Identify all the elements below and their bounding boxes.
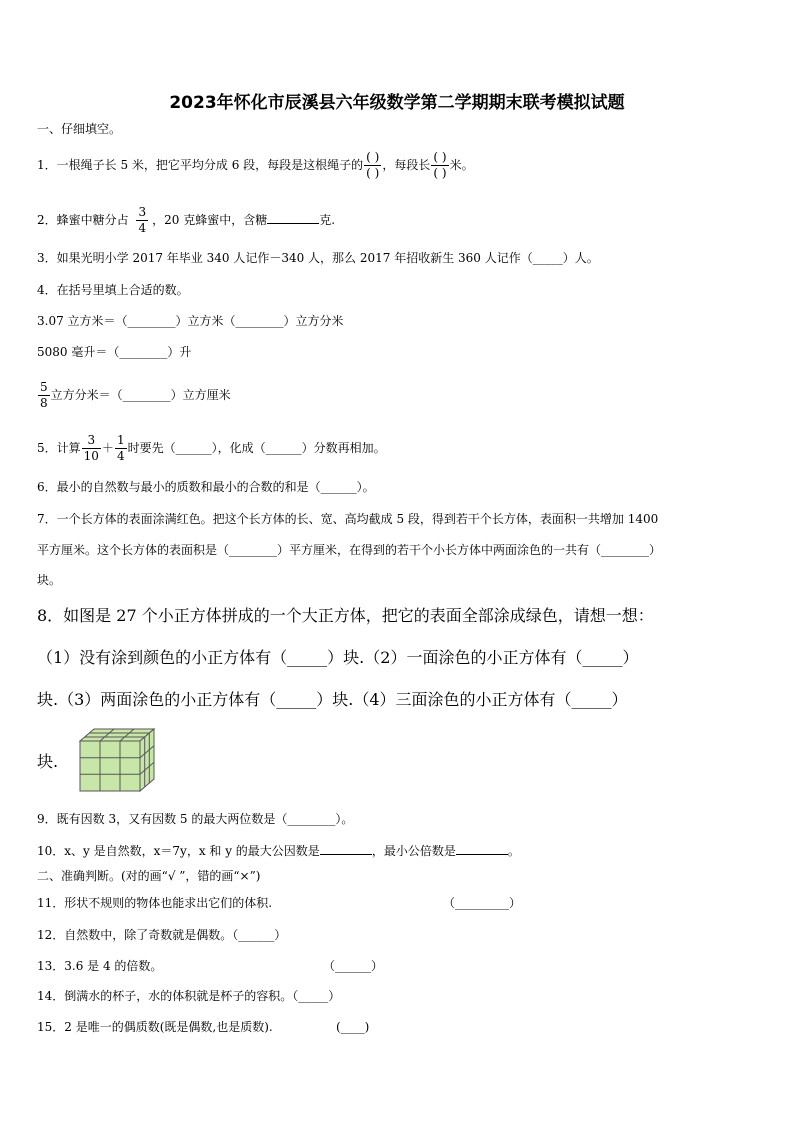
- q5-fraction-1: [82, 433, 101, 464]
- q2-frac-den: 4: [138, 221, 147, 235]
- q4c-fraction: [38, 380, 50, 411]
- q10-text-c: 。: [507, 844, 520, 858]
- q11-answer-paren[interactable]: （_________）: [443, 896, 522, 910]
- q1-frac1-den[interactable]: ( ): [366, 166, 380, 180]
- q1-frac2-den[interactable]: ( ): [433, 166, 447, 180]
- q5-text-a: 5．计算: [37, 441, 81, 455]
- question-4-part-c: [37, 380, 231, 411]
- q2-answer-blank[interactable]: [267, 212, 319, 224]
- q4c-text: 立方分米＝（________）立方厘米: [50, 388, 231, 402]
- q5-frac1-den: 10: [83, 449, 99, 463]
- q10-gcd-blank[interactable]: [320, 843, 372, 855]
- q5-plus: ＋: [101, 441, 114, 455]
- q4c-frac-den: 8: [40, 396, 48, 410]
- q15-answer-paren[interactable]: (____): [336, 1020, 370, 1034]
- q4c-frac-num: 5: [40, 380, 48, 394]
- q13-answer-paren[interactable]: （______）: [323, 959, 384, 973]
- q5-text-b: 时要先（______），化成（______）分数再相加。: [127, 441, 386, 455]
- q1-frac2-num[interactable]: ( ): [433, 150, 447, 164]
- question-1: [37, 150, 474, 181]
- question-10: [37, 843, 520, 859]
- question-8-line-1: 8．如图是 27 个小正方体拼成的一个大正方体，把它的表面全部涂成绿色，请想一想：: [37, 606, 654, 625]
- q10-text-a: 10．x、y 是自然数，x＝7y，x 和 y 的最大公因数是: [37, 844, 320, 858]
- cube-front-face: [80, 741, 140, 791]
- question-13: 13．3.6 是 4 的倍数。: [37, 959, 163, 973]
- question-15: 15．2 是唯一的偶质数(既是偶数,也是质数).: [37, 1020, 273, 1034]
- q10-text-b: ，最小公倍数是: [371, 844, 456, 858]
- q5-frac2-num: 1: [116, 433, 125, 447]
- question-14: 14．倒满水的杯子，水的体积就是杯子的容积。（_____）: [37, 989, 341, 1003]
- q1-fraction-2: [431, 150, 448, 181]
- question-8-line-3: 块.（3）两面涂色的小正方体有（_____）块.（4）三面涂色的小正方体有（_____）: [37, 690, 628, 709]
- q1-text-a: 1．一根绳子长 5 米，把它平均分成 6 段，每段是这根绳子的: [37, 158, 364, 172]
- section-2-heading: 二、准确判断。(对的画“√ ”，错的画“×”): [37, 869, 261, 883]
- question-8-line-4: 块.: [37, 752, 59, 771]
- q5-fraction-2: [115, 433, 127, 464]
- q2-fraction: [136, 205, 148, 236]
- q2-frac-num: 3: [138, 205, 147, 219]
- question-5: [37, 433, 386, 464]
- section-1-heading: 一、仔细填空。: [37, 122, 122, 136]
- q1-text-b: ，每段长: [382, 158, 431, 172]
- q1-frac1-num[interactable]: ( ): [366, 150, 380, 164]
- q2-text-b: ，20 克蜂蜜中，含糖: [152, 213, 268, 227]
- question-6: 6．最小的自然数与最小的质数和最小的合数的和是（______）。: [37, 480, 375, 494]
- q5-frac2-den: 4: [116, 449, 125, 463]
- question-12: 12．自然数中，除了奇数就是偶数。（______）: [37, 928, 287, 942]
- question-8-line-2: （1）没有涂到颜色的小正方体有（_____）块.（2）一面涂色的小正方体有（_____）: [37, 648, 639, 667]
- question-4-part-a: 3.07 立方米＝（________）立方米（________）立方分米: [37, 314, 344, 328]
- question-11: 11．形状不规则的物体也能求出它们的体积.: [37, 896, 273, 910]
- question-7-line-3: 块。: [37, 573, 62, 587]
- question-4-part-b: 5080 毫升＝（________）升: [37, 345, 192, 359]
- question-3: 3．如果光明小学 2017 年毕业 340 人记作－340 人，那么 2017 年招收新生 360 人记作（_____）人。: [37, 251, 599, 265]
- page-title: 2023年怀化市辰溪县六年级数学第二学期期末联考模拟试题: [169, 93, 625, 113]
- q2-text-a: 2．蜂蜜中糖分占: [37, 213, 129, 227]
- cube-figure: [78, 727, 158, 793]
- question-4: 4．在括号里填上合适的数。: [37, 283, 189, 297]
- q1-fraction-1: [364, 150, 381, 181]
- question-7-line-1: 7．一个长方体的表面涂满红色。把这个长方体的长、宽、高均截成 5 段，得到若干个长方体，表面积一共增加 1400: [37, 512, 659, 526]
- q2-text-c: 克.: [319, 213, 336, 227]
- question-9: 9．既有因数 3，又有因数 5 的最大两位数是（________）。: [37, 812, 354, 826]
- q1-text-c: 米。: [449, 158, 474, 172]
- question-2: [37, 205, 335, 236]
- question-7-line-2: 平方厘米。这个长方体的表面积是（________）平方厘米，在得到的若干个小长方体中两面涂色的一共有（________）: [37, 543, 662, 557]
- q10-lcm-blank[interactable]: [456, 843, 508, 855]
- q5-frac1-num: 3: [82, 433, 101, 449]
